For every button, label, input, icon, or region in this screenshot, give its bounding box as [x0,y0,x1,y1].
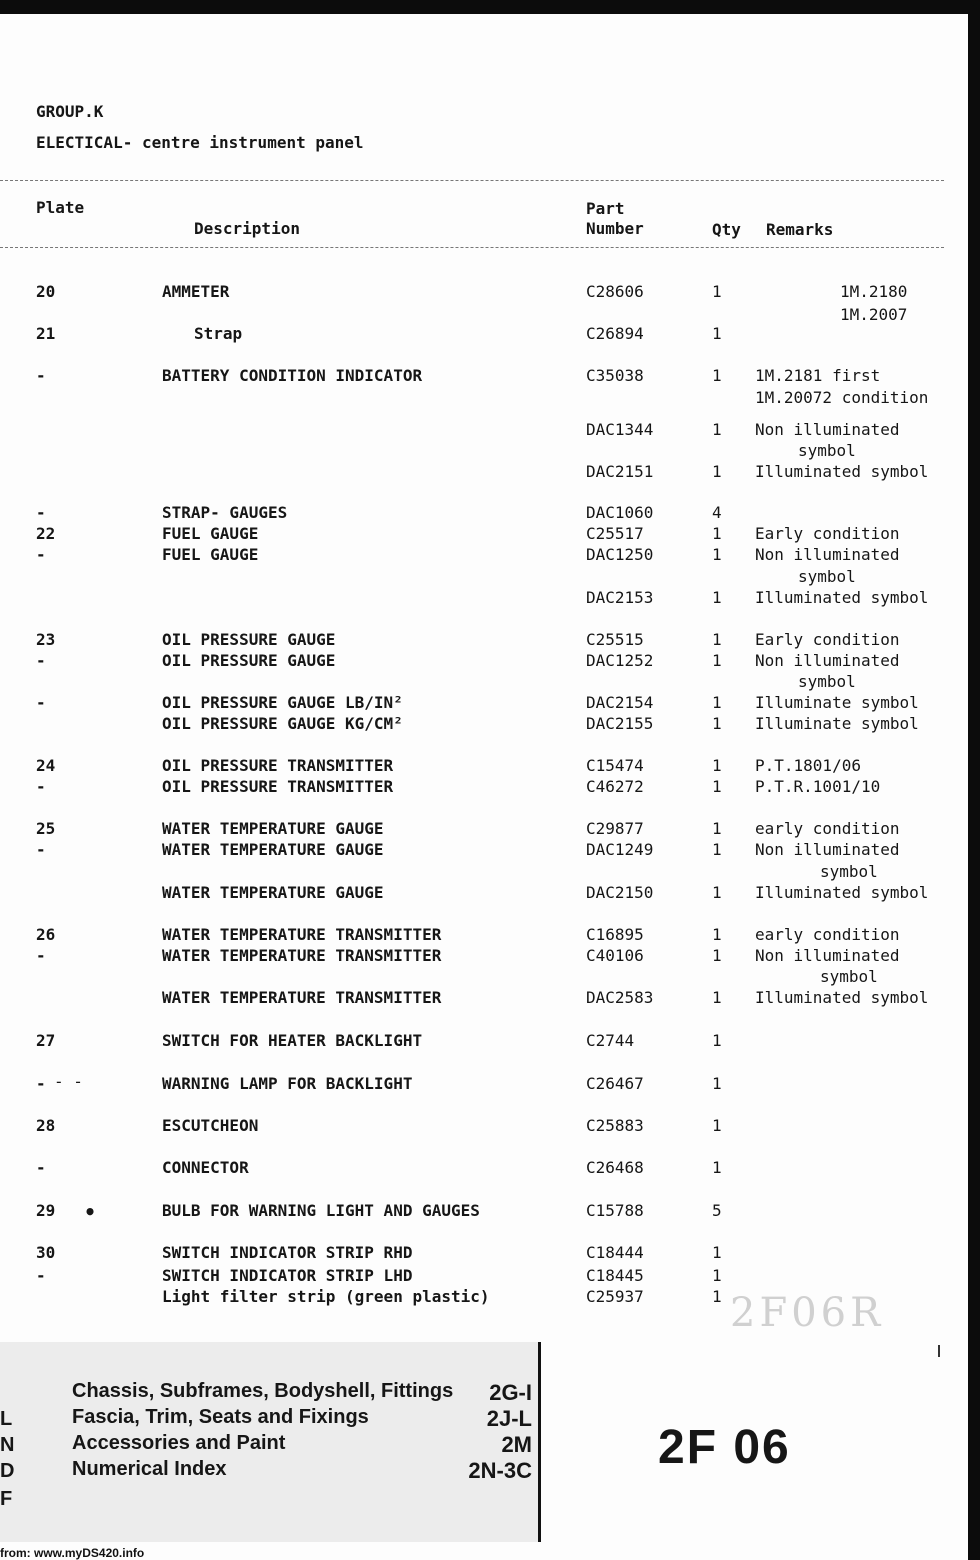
table-row [0,282,968,304]
part-number-cell: C15788 [586,1201,644,1220]
description-cell: OIL PRESSURE GAUGE LB/IN² [162,693,403,712]
table-row [0,545,968,567]
table-row [0,503,968,525]
header-plate: Plate [36,198,85,217]
table-row [0,714,968,736]
qty-cell: 1 [712,1266,722,1285]
qty-cell: 1 [712,946,722,965]
plate-cell: - [36,1158,46,1177]
part-number-cell: DAC2583 [586,988,654,1007]
part-number-cell: DAC2150 [586,883,654,902]
plate-cell: 23 [36,630,56,649]
edge-letter: F [0,1488,13,1510]
part-number-cell: C26467 [586,1074,644,1093]
remarks-cell: symbol [798,672,856,691]
qty-cell: 1 [712,1243,722,1262]
table-row [0,988,968,1010]
qty-cell: 1 [712,1031,722,1050]
part-number-cell: C25937 [586,1287,644,1306]
remarks-cell: Illuminate symbol [755,714,919,733]
index-row[interactable] [72,1458,532,1484]
handwritten-reference: 2F06R [730,1290,885,1336]
remarks-cell: Illuminated symbol [755,883,929,902]
table-row [0,925,968,947]
qty-cell: 1 [712,1074,722,1093]
qty-cell: 1 [712,756,722,775]
header-number: Number [586,219,644,238]
table-row [0,1158,968,1180]
section-index [72,1380,532,1484]
plate-cell: 30 [36,1243,56,1262]
part-number-cell: C2744 [586,1031,635,1050]
footer-divider [538,1342,541,1542]
plate-cell: 20 [36,282,56,301]
scan-right-border [968,0,980,1560]
index-ref: 2N-3C [468,1458,532,1483]
qty-cell: 5 [712,1201,722,1220]
table-row [0,1074,968,1096]
description-cell: SWITCH INDICATOR STRIP LHD [162,1266,413,1285]
remarks-cell: Non illuminated [755,420,900,439]
description-cell: OIL PRESSURE TRANSMITTER [162,756,394,775]
plate-cell: 25 [36,819,56,838]
part-number-cell: C25515 [586,630,644,649]
index-ref: 2J-L [486,1406,532,1431]
remarks-cell: Early condition [755,524,900,543]
description-cell: OIL PRESSURE GAUGE KG/CM² [162,714,403,733]
table-row [0,420,968,442]
description-cell: BULB FOR WARNING LIGHT AND GAUGES [162,1201,480,1220]
table-row [0,967,968,989]
table-row [0,1116,968,1138]
plate-cell: 22 [36,524,56,543]
qty-cell: 1 [712,840,722,859]
description-cell: OIL PRESSURE GAUGE [162,651,336,670]
index-label: Fascia, Trim, Seats and Fixings [72,1406,369,1428]
qty-cell: 1 [712,420,722,439]
description-cell: WATER TEMPERATURE GAUGE [162,819,384,838]
plate-cell: - [36,840,46,859]
qty-cell: 1 [712,1158,722,1177]
part-number-cell: C18444 [586,1243,644,1262]
description-cell: Strap [194,324,243,343]
table-row [0,588,968,610]
plate-cell: 27 [36,1031,56,1050]
part-number-cell: C15474 [586,756,644,775]
index-label: Numerical Index [72,1458,227,1480]
edge-letter: N [0,1434,15,1456]
table-row [0,840,968,862]
remarks-cell: 1M.2180 [840,282,908,301]
remarks-cell: P.T.R.1001/10 [755,777,881,796]
qty-cell: 1 [712,545,722,564]
table-row [0,324,968,346]
remarks-cell: symbol [820,862,878,881]
table-row [0,1243,968,1265]
description-cell: OIL PRESSURE TRANSMITTER [162,777,394,796]
remarks-cell: 1M.20072 condition [755,388,929,407]
plate-cell: - [36,946,46,965]
header-part: Part [586,199,625,218]
part-number-cell: C25883 [586,1116,644,1135]
description-cell: ESCUTCHEON [162,1116,259,1135]
bullet-mark: • [84,1200,97,1224]
qty-cell: 1 [712,630,722,649]
part-number-cell: DAC2153 [586,588,654,607]
qty-cell: 1 [712,925,722,944]
index-row[interactable] [72,1380,532,1406]
source-credit: from: www.myDS420.info [0,1546,145,1560]
part-number-cell: DAC1252 [586,651,654,670]
description-cell: BATTERY CONDITION INDICATOR [162,366,423,385]
table-row [0,672,968,694]
description-cell: WATER TEMPERATURE TRANSMITTER [162,946,442,965]
description-cell: SWITCH FOR HEATER BACKLIGHT [162,1031,423,1050]
section-title: ELECTICAL- centre instrument panel [36,133,364,152]
part-number-cell: C35038 [586,366,644,385]
remarks-cell: Illuminated symbol [755,988,929,1007]
footer-tick [938,1345,940,1357]
part-number-cell: C16895 [586,925,644,944]
remarks-cell: early condition [755,925,900,944]
header-bottom-rule [0,247,944,248]
description-cell: WARNING LAMP FOR BACKLIGHT [162,1074,413,1093]
part-number-cell: C29877 [586,819,644,838]
description-cell: STRAP- GAUGES [162,503,288,522]
qty-cell: 1 [712,651,722,670]
remarks-cell: Non illuminated [755,946,900,965]
plate-cell: - [36,366,46,385]
part-number-cell: DAC1249 [586,840,654,859]
part-number-cell: C18445 [586,1266,644,1285]
plate-cell: 24 [36,756,56,775]
part-number-cell: C26468 [586,1158,644,1177]
part-number-cell: DAC2154 [586,693,654,712]
remarks-cell: Non illuminated [755,545,900,564]
part-number-cell: C25517 [586,524,644,543]
table-row [0,946,968,968]
index-ref: 2M [501,1432,532,1457]
part-number-cell: C40106 [586,946,644,965]
index-row[interactable] [72,1406,532,1432]
remarks-cell: Non illuminated [755,651,900,670]
table-row [0,819,968,841]
part-number-cell: DAC2155 [586,714,654,733]
description-cell: OIL PRESSURE GAUGE [162,630,336,649]
plate-cell: 26 [36,925,56,944]
qty-cell: 1 [712,1287,722,1306]
table-row [0,756,968,778]
description-cell: FUEL GAUGE [162,524,259,543]
table-row [0,651,968,673]
qty-cell: 1 [712,588,722,607]
table-row [0,883,968,905]
edge-letter: L [0,1408,13,1430]
part-number-cell: C26894 [586,324,644,343]
part-number-cell: DAC2151 [586,462,654,481]
table-row [0,462,968,484]
remarks-cell: symbol [798,567,856,586]
header-description: Description [194,219,300,238]
part-number-cell: C28606 [586,282,644,301]
qty-cell: 4 [712,503,722,522]
description-cell: AMMETER [162,282,230,301]
qty-cell: 1 [712,714,722,733]
remarks-cell: 1M.2181 first [755,366,881,385]
qty-cell: 1 [712,462,722,481]
qty-cell: 1 [712,883,722,902]
plate-cell: 28 [36,1116,56,1135]
remarks-cell: Non illuminated [755,840,900,859]
plate-cell: - [36,693,46,712]
table-row [0,1201,968,1223]
description-cell: CONNECTOR [162,1158,249,1177]
table-row [0,1266,968,1288]
remarks-cell: early condition [755,819,900,838]
qty-cell: 1 [712,777,722,796]
remarks-cell: Illuminate symbol [755,693,919,712]
remarks-cell: symbol [798,441,856,460]
qty-cell: 1 [712,693,722,712]
description-cell: WATER TEMPERATURE TRANSMITTER [162,925,442,944]
index-row[interactable] [72,1432,532,1458]
qty-cell: 1 [712,819,722,838]
group-title: GROUP.K [36,102,104,121]
plate-cell: 29 [36,1201,56,1220]
remarks-cell: 1M.2007 [840,305,908,324]
description-cell: SWITCH INDICATOR STRIP RHD [162,1243,413,1262]
description-cell: WATER TEMPERATURE GAUGE [162,840,384,859]
table-row [0,862,968,884]
scan-top-border [0,0,980,14]
table-row [0,1031,968,1053]
page-identifier: 2F 06 [658,1421,791,1474]
table-row [0,441,968,463]
edge-letter: D [0,1460,15,1482]
plate-cell: - [36,503,46,522]
plate-cell: - [36,777,46,796]
index-label: Accessories and Paint [72,1432,286,1454]
index-ref: 2G-I [489,1380,532,1405]
header-top-rule [0,180,944,181]
table-row [0,388,968,410]
description-cell: Light filter strip (green plastic) [162,1287,490,1306]
remarks-cell: symbol [820,967,878,986]
qty-cell: 1 [712,324,722,343]
table-row [0,567,968,589]
remarks-cell: Illuminated symbol [755,462,929,481]
header-qty: Qty [712,220,741,239]
qty-cell: 1 [712,366,722,385]
dash-mark: - - [54,1072,83,1091]
description-cell: FUEL GAUGE [162,545,259,564]
part-number-cell: DAC1060 [586,503,654,522]
qty-cell: 1 [712,1116,722,1135]
part-number-cell: C46272 [586,777,644,796]
index-label: Chassis, Subframes, Bodyshell, Fittings [72,1380,454,1402]
description-cell: WATER TEMPERATURE GAUGE [162,883,384,902]
plate-cell: - [36,651,46,670]
qty-cell: 1 [712,282,722,301]
plate-cell: 21 [36,324,56,343]
part-number-cell: DAC1344 [586,420,654,439]
table-row [0,777,968,799]
table-row [0,366,968,388]
header-remarks: Remarks [766,220,834,239]
remarks-cell: P.T.1801/06 [755,756,861,775]
part-number-cell: DAC1250 [586,545,654,564]
table-row [0,630,968,652]
qty-cell: 1 [712,524,722,543]
remarks-cell: Illuminated symbol [755,588,929,607]
plate-cell: - [36,1074,46,1093]
remarks-cell: Early condition [755,630,900,649]
plate-cell: - [36,545,46,564]
plate-cell: - [36,1266,46,1285]
description-cell: WATER TEMPERATURE TRANSMITTER [162,988,442,1007]
table-row [0,693,968,715]
qty-cell: 1 [712,988,722,1007]
table-row [0,524,968,546]
